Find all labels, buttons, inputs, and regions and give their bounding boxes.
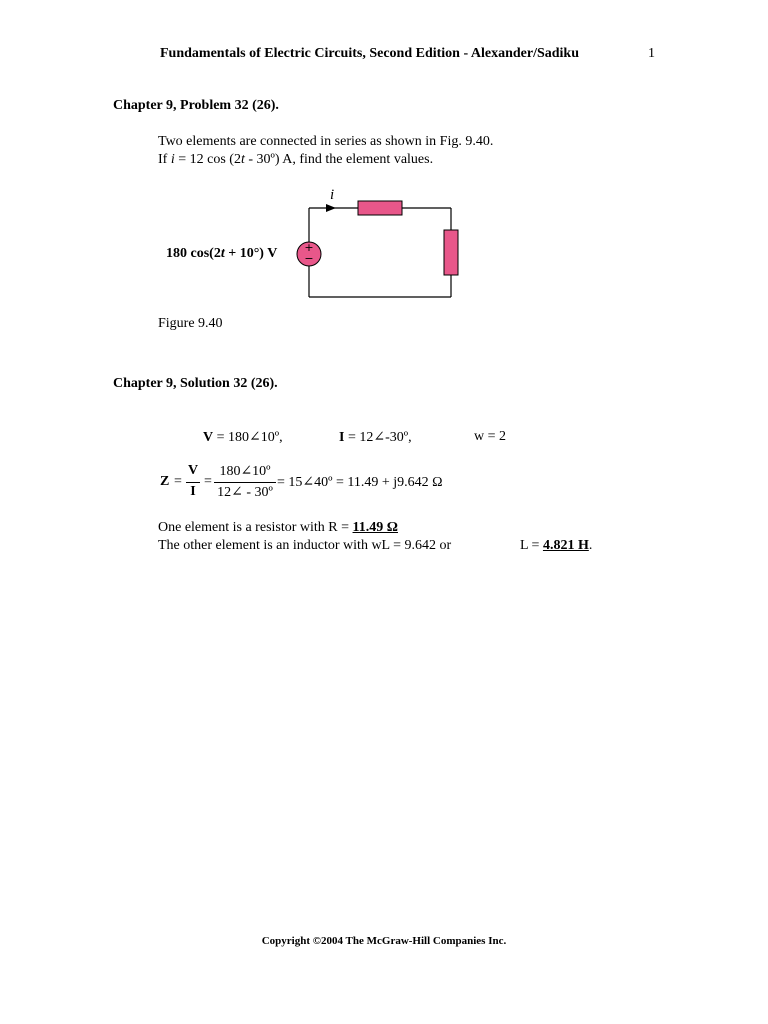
problem-heading: Chapter 9, Problem 32 (26). <box>113 98 279 113</box>
frac2-numerator: 180∠10º <box>219 464 271 479</box>
page-header-title: Fundamentals of Electric Circuits, Second Edition - Alexander/Sadiku <box>160 46 579 61</box>
current-label: i <box>330 187 335 203</box>
series-element-2 <box>444 230 458 275</box>
given-current: I = 12∠-30º, <box>339 430 412 445</box>
problem-line-2: If i = 12 cos (2t - 30º) A, find the element values. <box>158 152 434 167</box>
z-symbol: Z <box>160 474 170 489</box>
solution-heading: Chapter 9, Solution 32 (26). <box>113 376 278 391</box>
copyright-footer: Copyright ©2004 The McGraw-Hill Companies Inc. <box>261 935 507 947</box>
given-omega: w = 2 <box>474 429 507 444</box>
circuit-figure <box>0 0 768 340</box>
figure-caption: Figure 9.40 <box>158 316 223 331</box>
series-element-1 <box>358 201 402 215</box>
current-arrow <box>326 204 336 212</box>
inductor-result: L = 4.821 H. <box>520 538 593 553</box>
frac1-numerator: V <box>187 463 199 478</box>
z-result: = 15∠40º = 11.49 + j9.642 Ω <box>277 475 443 490</box>
source-label: 180 cos(2t + 10°) V <box>166 246 278 261</box>
equals-1: = <box>174 474 182 489</box>
frac1-denominator: I <box>190 484 196 499</box>
source-minus: − <box>304 252 314 265</box>
page-number: 1 <box>648 46 655 61</box>
equals-2: = <box>204 474 212 489</box>
resistor-result: One element is a resistor with R = 11.49 Ω <box>158 520 398 535</box>
circuit-wires <box>309 208 451 297</box>
inductor-result-text: The other element is an inductor with wL = 9.642 or <box>158 538 452 553</box>
frac1-bar <box>186 482 200 483</box>
frac2-bar <box>214 482 276 483</box>
frac2-denominator: 12∠ - 30º <box>217 485 273 500</box>
source-plus: + <box>304 241 314 254</box>
problem-line-1: Two elements are connected in series as shown in Fig. 9.40. <box>158 134 494 149</box>
given-voltage: V = 180∠10º, <box>203 430 283 445</box>
